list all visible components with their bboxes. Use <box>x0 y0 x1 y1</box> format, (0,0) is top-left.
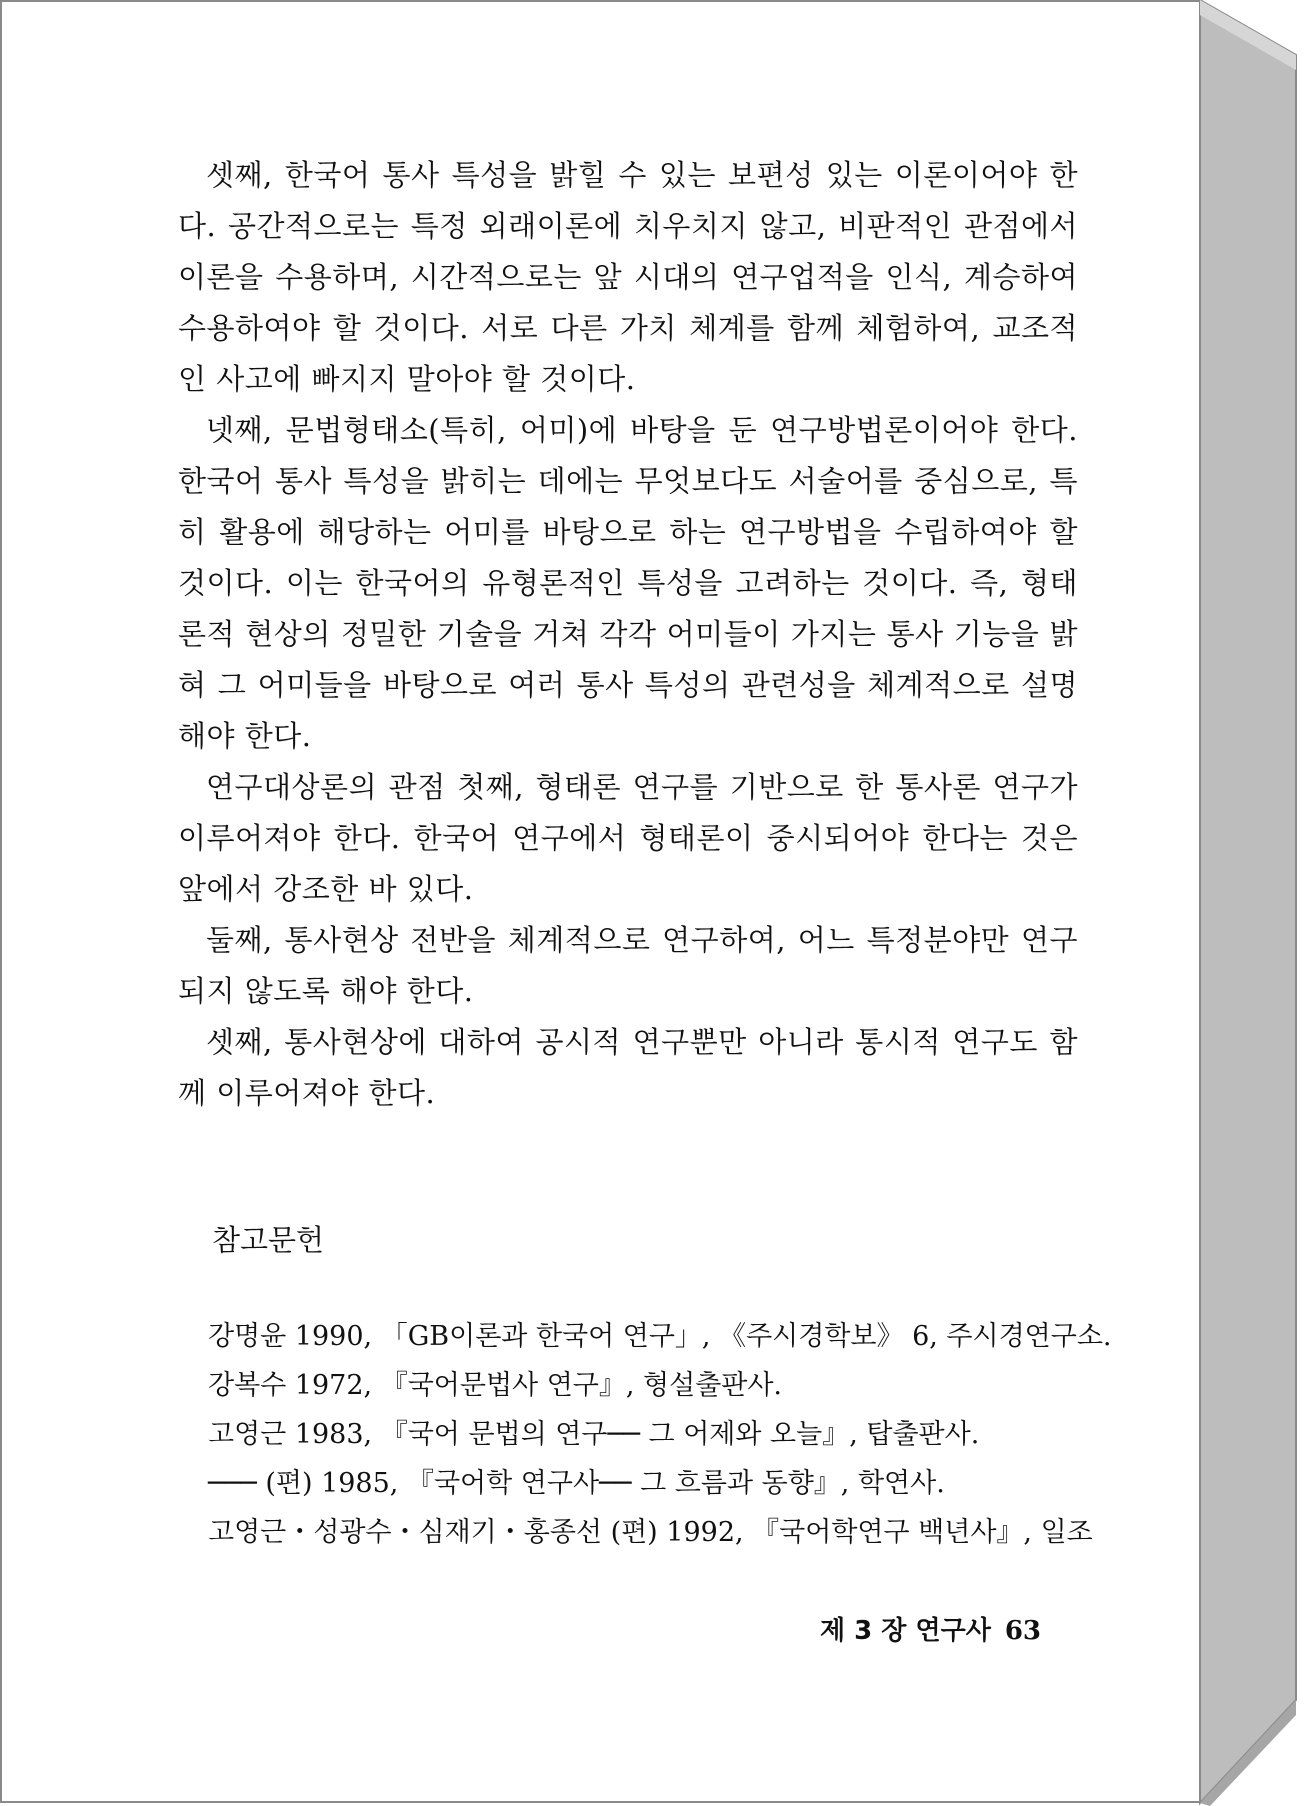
paragraph-object-second: 둘째, 통사현상 전반을 체계적으로 연구하여, 어느 특정분야만 연구되지 않도록 해야 한다. <box>178 923 1078 1008</box>
reference-item: 강복수 1972, 『국어문법사 연구』, 형설출판사. <box>208 1370 783 1401</box>
page-number: 63 <box>1004 1616 1042 1646</box>
paragraph-third-theory: 셋째, 한국어 통사 특성을 밝힐 수 있는 보편성 있는 이론이어야 한다. 공간적으로는 특정 외래이론에 치우치지 않고, 비판적인 관점에서 이론을 수용하며, 시간적으로는 앞 시대의 연구업적을 인식, 계승하여 수용하여야 할 것이다. 서로 다른 가치 체계를 함께 체험하여, 교조적인 사고에 빠지지 말아야 할 것이다. <box>178 158 1078 396</box>
references-title: 참고문헌 <box>212 1223 325 1257</box>
chapter-label: 제 3 장 연구사 <box>820 1616 991 1646</box>
reference-item: 강명윤 1990, 「GB이론과 한국어 연구」, 《주시경학보》 6, 주시경연구소. <box>208 1321 1112 1352</box>
page-footer <box>820 1610 1041 1647</box>
paragraph-fourth-method: 넷째, 문법형태소(특히, 어미)에 바탕을 둔 연구방법론이어야 한다. 한국어 통사 특성을 밝히는 데에는 무엇보다도 서술어를 중심으로, 특히 활용에 해당하는 어미를 바탕으로 하는 연구방법을 수립하여야 할 것이다. 이는 한국어의 유형론적인 특성을 고려하는 것이다. 즉, 형태론적 현상의 정밀한 기술을 거쳐 각각 어미들이 가지는 통사 기능을 밝혀 그 어미들을 바탕으로 여러 통사 특성의 관련성을 체계적으로 설명해야 한다. <box>178 413 1078 753</box>
reference-item: ─── (편) 1985, 『국어학 연구사── 그 흐름과 동향』, 학연사. <box>208 1468 945 1499</box>
references-list <box>208 1312 1112 1557</box>
paragraph-object-first: 연구대상론의 관점 첫째, 형태론 연구를 기반으로 한 통사론 연구가 이루어져야 한다. 한국어 연구에서 형태론이 중시되어야 한다는 것은 앞에서 강조한 바 있다. <box>178 770 1078 906</box>
body-text <box>178 150 1078 1119</box>
paragraph-object-third: 셋째, 통사현상에 대하여 공시적 연구뿐만 아니라 통시적 연구도 함께 이루어져야 한다. <box>178 1025 1078 1110</box>
reference-item: 고영근・성광수・심재기・홍종선 (편) 1992, 『국어학연구 백년사』, 일조 <box>208 1517 1093 1548</box>
reference-item: 고영근 1983, 『국어 문법의 연구── 그 어제와 오늘』, 탑출판사. <box>208 1419 980 1450</box>
